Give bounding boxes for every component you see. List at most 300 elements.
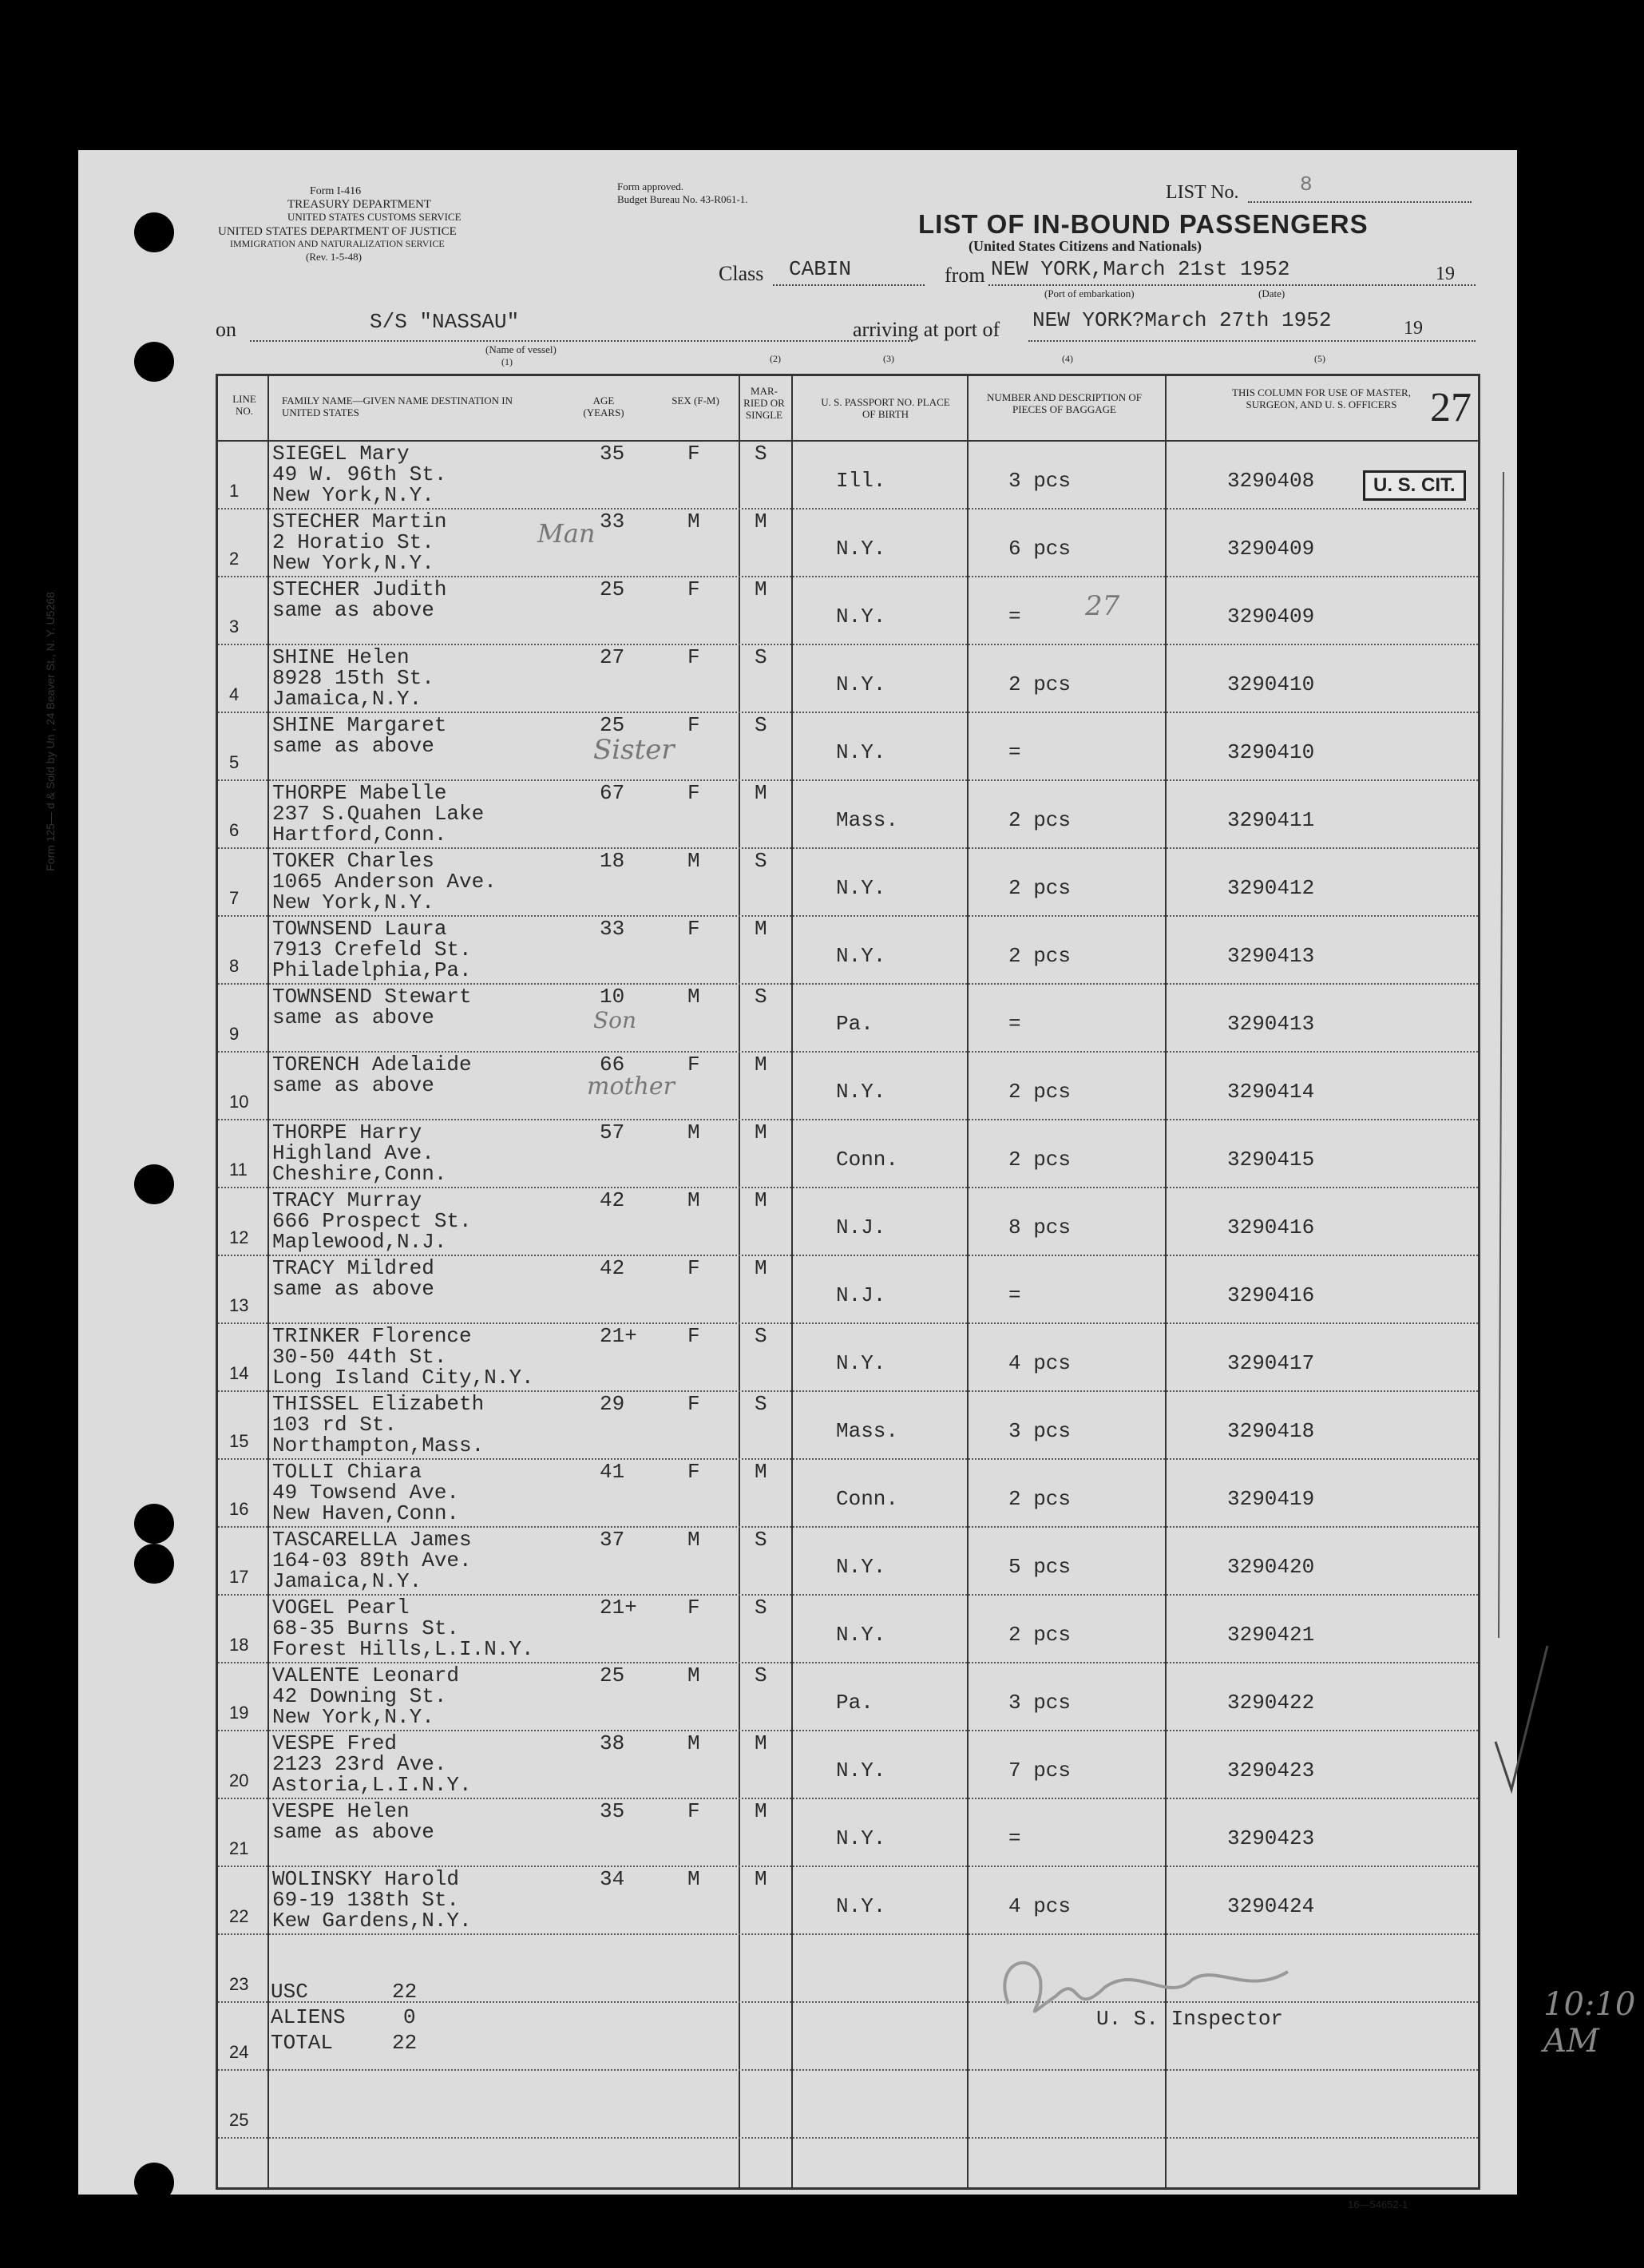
passport-no: 3290419 <box>1227 1487 1315 1511</box>
age: 57 <box>600 1120 625 1144</box>
passport-no: 3290408 <box>1227 469 1315 493</box>
vessel-name: S/S "NASSAU" <box>370 310 520 334</box>
passenger-name: STECHER Martin <box>272 510 447 533</box>
line-number: 11 <box>229 1160 248 1180</box>
marital-status: M <box>755 1731 767 1755</box>
class-label: Class <box>719 262 764 285</box>
baggage: = <box>1008 605 1021 628</box>
col-num-4: (4) <box>1062 353 1073 364</box>
line-number: 6 <box>229 820 240 840</box>
passenger-name: TRACY Mildred <box>272 1256 434 1280</box>
sex: F <box>687 713 700 737</box>
hdr-sex: SEX (F-M) <box>671 395 719 406</box>
place-of-birth: N.Y. <box>836 944 886 968</box>
place-of-birth: N.Y. <box>836 1351 886 1375</box>
place-of-birth: N.Y. <box>836 1894 886 1918</box>
baggage: = <box>1008 1826 1021 1850</box>
sex: F <box>687 442 700 466</box>
age: 42 <box>600 1188 625 1212</box>
sex: F <box>687 1324 700 1348</box>
table-row <box>218 2071 1478 2139</box>
passenger-name: VOGEL Pearl <box>272 1596 410 1620</box>
table-row <box>218 713 1478 781</box>
place-of-birth: N.Y. <box>836 605 886 628</box>
city-line: Philadelphia,Pa. <box>272 958 472 982</box>
city-line: Jamaica,N.Y. <box>272 687 422 711</box>
passenger-name: VESPE Helen <box>272 1799 410 1823</box>
age: 67 <box>600 781 625 805</box>
city-line: Hartford,Conn. <box>272 823 447 847</box>
marital-status: M <box>755 577 767 601</box>
vessel-line <box>250 340 913 342</box>
passport-no: 3290414 <box>1227 1080 1315 1104</box>
city-line: Cheshire,Conn. <box>272 1162 447 1186</box>
baggage: = <box>1008 1012 1021 1036</box>
arriving-label: arriving at port of <box>853 318 1000 341</box>
address-line: same as above <box>272 1005 434 1029</box>
sex: F <box>687 1256 700 1280</box>
sex: F <box>687 645 700 669</box>
marital-status: S <box>755 985 767 1009</box>
sex: M <box>687 1663 700 1687</box>
address-line: 666 Prospect St. <box>272 1209 472 1233</box>
arriving-value: NEW YORK?March 27th 1952 <box>1032 308 1332 332</box>
baggage: 8 pcs <box>1008 1215 1072 1239</box>
passenger-name: SHINE Margaret <box>272 713 447 737</box>
document-subtitle: (United States Citizens and Nationals) <box>969 238 1202 254</box>
hdr-line-no: LINE NO. <box>232 393 256 417</box>
passport-no: 3290417 <box>1227 1351 1315 1375</box>
age: 33 <box>600 917 625 941</box>
vessel-caption: (Name of vessel) <box>485 343 557 355</box>
line-number: 21 <box>229 1838 249 1858</box>
punch-hole <box>134 1504 174 1544</box>
baggage: 2 pcs <box>1008 1080 1072 1104</box>
inspector-label: U. S. Inspector <box>1096 2007 1284 2031</box>
line-number: 2 <box>229 549 240 569</box>
place-of-birth: N.Y. <box>836 1623 886 1647</box>
age: 38 <box>600 1731 625 1755</box>
place-of-birth: N.Y. <box>836 1080 886 1104</box>
annotation-mother: mother <box>587 1073 675 1100</box>
annotation-27: 27 <box>1085 590 1120 622</box>
age: 27 <box>600 645 625 669</box>
age: 29 <box>600 1392 625 1416</box>
passenger-name: WOLINSKY Harold <box>272 1867 460 1891</box>
table-row <box>218 1256 1478 1324</box>
total-count: 22 <box>392 2031 418 2055</box>
baggage: 6 pcs <box>1008 537 1072 561</box>
passport-no: 3290420 <box>1227 1555 1315 1579</box>
aliens-count: 0 <box>403 2005 416 2029</box>
city-line: Northampton,Mass. <box>272 1433 485 1457</box>
line-number: 25 <box>229 2110 249 2130</box>
sex: F <box>687 1392 700 1416</box>
line-number: 22 <box>229 1906 249 1926</box>
address-line: 2 Horatio St. <box>272 530 434 554</box>
footer-code: 16—54652-1 <box>1348 2199 1408 2211</box>
table-row <box>218 1528 1478 1596</box>
inspector-signature <box>984 1948 1320 2036</box>
marital-status: M <box>755 1460 767 1484</box>
marital-status: S <box>755 849 767 873</box>
address-line: 164-03 89th Ave. <box>272 1548 472 1572</box>
age: 35 <box>600 1799 625 1823</box>
col-num-5: (5) <box>1314 353 1325 364</box>
arriving-line <box>1028 340 1476 342</box>
line-number: 15 <box>229 1431 249 1451</box>
passenger-name: TORENCH Adelaide <box>272 1053 472 1077</box>
table-row <box>218 645 1478 713</box>
address-line: 49 Towsend Ave. <box>272 1481 460 1505</box>
table-row <box>218 917 1478 985</box>
city-line: Kew Gardens,N.Y. <box>272 1909 472 1933</box>
line-number: 18 <box>229 1635 249 1655</box>
inspector-time: 10:10 AM <box>1543 1986 1636 2060</box>
baggage: 7 pcs <box>1008 1758 1072 1782</box>
passenger-name: TRINKER Florence <box>272 1324 472 1348</box>
punch-hole <box>134 1164 174 1204</box>
table-row <box>218 442 1478 510</box>
marital-status: M <box>755 1867 767 1891</box>
age: 21+ <box>600 1596 637 1620</box>
marital-status: S <box>755 645 767 669</box>
passport-no: 3290410 <box>1227 672 1315 696</box>
passport-no: 3290409 <box>1227 537 1315 561</box>
address-line: 42 Downing St. <box>272 1684 447 1708</box>
passport-no: 3290411 <box>1227 808 1315 832</box>
line-number: 5 <box>229 752 240 772</box>
punch-hole <box>134 342 174 382</box>
baggage: 3 pcs <box>1008 1419 1072 1443</box>
age: 18 <box>600 849 625 873</box>
port-embark-caption: (Port of embarkation) <box>1044 287 1135 299</box>
line-number: 16 <box>229 1499 249 1519</box>
sex: F <box>687 577 700 601</box>
address-line: same as above <box>272 734 434 758</box>
from-line <box>988 284 1476 286</box>
col-num-3: (3) <box>883 353 894 364</box>
from-year: 19 <box>1436 264 1455 284</box>
baggage: 2 pcs <box>1008 808 1072 832</box>
table-row <box>218 781 1478 849</box>
city-line: New York,N.Y. <box>272 1705 434 1729</box>
sex: M <box>687 985 700 1009</box>
passport-no: 3290418 <box>1227 1419 1315 1443</box>
sex: F <box>687 1053 700 1077</box>
address-line: 49 W. 96th St. <box>272 462 447 486</box>
age: 25 <box>600 1663 625 1687</box>
line-number: 12 <box>229 1227 249 1247</box>
city-line: Jamaica,N.Y. <box>272 1569 422 1593</box>
marital-status: S <box>755 442 767 466</box>
passport-no: 3290423 <box>1227 1826 1315 1850</box>
usc-count: 22 <box>392 1980 418 2004</box>
place-of-birth: N.Y. <box>836 740 886 764</box>
marital-status: M <box>755 1053 767 1077</box>
passenger-name: TRACY Murray <box>272 1188 422 1212</box>
passport-no: 3290424 <box>1227 1894 1315 1918</box>
hdr-married: MAR-RIED OR SINGLE <box>743 385 785 421</box>
line-number: 14 <box>229 1363 249 1383</box>
date-caption: (Date) <box>1258 287 1285 299</box>
form-number: Form I-416 <box>310 185 362 197</box>
passenger-name: TOLLI Chiara <box>272 1460 422 1484</box>
budget-bureau: Budget Bureau No. 43-R061-1. <box>617 193 748 205</box>
passport-no: 3290416 <box>1227 1215 1315 1239</box>
sex: F <box>687 781 700 805</box>
passport-no: 3290423 <box>1227 1758 1315 1782</box>
city-line: New Haven,Conn. <box>272 1501 460 1525</box>
age: 25 <box>600 713 625 737</box>
table-row <box>218 1188 1478 1256</box>
table-row <box>218 510 1478 577</box>
sex: F <box>687 1596 700 1620</box>
age: 25 <box>600 577 625 601</box>
age: 21+ <box>600 1324 637 1348</box>
place-of-birth: N.J. <box>836 1283 886 1307</box>
table-row <box>218 985 1478 1053</box>
age: 35 <box>600 442 625 466</box>
address-line: 69-19 138th St. <box>272 1888 460 1912</box>
marital-status: M <box>755 1188 767 1212</box>
sex: F <box>687 917 700 941</box>
city-line: New York,N.Y. <box>272 483 434 507</box>
passport-no: 3290412 <box>1227 876 1315 900</box>
sex: M <box>687 1731 700 1755</box>
line-number: 3 <box>229 617 240 636</box>
table-row <box>218 1324 1478 1392</box>
line-number: 9 <box>229 1024 240 1044</box>
table-row <box>218 1663 1478 1731</box>
city-line: Maplewood,N.J. <box>272 1230 447 1254</box>
hdr-family-name: FAMILY NAME—GIVEN NAME DESTINATION IN UNITED STATES <box>282 395 513 418</box>
marital-status: M <box>755 1799 767 1823</box>
place-of-birth: Ill. <box>836 469 886 493</box>
document-sheet <box>43 150 1636 2211</box>
place-of-birth: Conn. <box>836 1148 899 1172</box>
baggage: 2 pcs <box>1008 1623 1072 1647</box>
revision: (Rev. 1-5-48) <box>306 251 362 263</box>
passenger-name: TOWNSEND Laura <box>272 917 447 941</box>
baggage: 4 pcs <box>1008 1894 1072 1918</box>
passenger-table <box>216 374 1636 2190</box>
table-row <box>218 849 1478 917</box>
from-value: NEW YORK,March 21st 1952 <box>991 257 1290 281</box>
address-line: same as above <box>272 1073 434 1097</box>
on-label: on <box>216 318 236 341</box>
margin-line <box>1495 472 1511 1638</box>
city-line: Long Island City,N.Y. <box>272 1366 534 1390</box>
page-number: 27 <box>1430 385 1472 430</box>
marital-status: S <box>755 1596 767 1620</box>
passport-no: 3290409 <box>1227 605 1315 628</box>
passenger-name: TASCARELLA James <box>272 1528 472 1552</box>
table-row <box>218 1799 1478 1867</box>
marital-status: S <box>755 1528 767 1552</box>
justice-dept: UNITED STATES DEPARTMENT OF JUSTICE <box>218 225 457 238</box>
arriving-year: 19 <box>1404 318 1423 339</box>
table-row <box>218 577 1478 645</box>
line-number: 19 <box>229 1703 249 1723</box>
line-number: 7 <box>229 888 240 908</box>
marital-status: M <box>755 510 767 533</box>
check-mark <box>1488 1638 1551 1798</box>
list-no-value: 8 <box>1300 172 1313 196</box>
punch-hole <box>134 1544 174 1584</box>
hdr-passport: U. S. PASSPORT NO. PLACE OF BIRTH <box>821 396 950 420</box>
passport-no: 3290410 <box>1227 740 1315 764</box>
sex: M <box>687 849 700 873</box>
address-line: 8928 15th St. <box>272 666 434 690</box>
table-header <box>218 376 1478 442</box>
city-line: Astoria,L.I.N.Y. <box>272 1773 472 1797</box>
place-of-birth: N.Y. <box>836 876 886 900</box>
city-line: New York,N.Y. <box>272 551 434 575</box>
marital-status: M <box>755 1120 767 1144</box>
place-of-birth: Pa. <box>836 1012 873 1036</box>
punch-hole <box>134 2163 174 2203</box>
list-no-line <box>1248 201 1472 203</box>
age: 41 <box>600 1460 625 1484</box>
passport-no: 3290422 <box>1227 1691 1315 1715</box>
table-row <box>218 1053 1478 1120</box>
marital-status: M <box>755 917 767 941</box>
passenger-name: THISSEL Elizabeth <box>272 1392 485 1416</box>
sex: F <box>687 1799 700 1823</box>
hdr-age: AGE (YEARS) <box>583 395 624 418</box>
line-number: 17 <box>229 1567 249 1587</box>
passenger-name: VESPE Fred <box>272 1731 398 1755</box>
city-line: New York,N.Y. <box>272 890 434 914</box>
passport-no: 3290416 <box>1227 1283 1315 1307</box>
customs-service: UNITED STATES CUSTOMS SERVICE <box>287 211 462 223</box>
address-line: same as above <box>272 1277 434 1301</box>
place-of-birth: Conn. <box>836 1487 899 1511</box>
annotation-sister: Sister <box>593 734 675 766</box>
age: 42 <box>600 1256 625 1280</box>
baggage: 2 pcs <box>1008 1148 1072 1172</box>
age: 33 <box>600 510 625 533</box>
passenger-name: VALENTE Leonard <box>272 1663 460 1687</box>
treasury-dept: TREASURY DEPARTMENT <box>287 198 432 211</box>
passport-no: 3290421 <box>1227 1623 1315 1647</box>
passenger-name: THORPE Harry <box>272 1120 422 1144</box>
sex: F <box>687 1460 700 1484</box>
city-line: Forest Hills,L.I.N.Y. <box>272 1637 534 1661</box>
passport-no: 3290415 <box>1227 1148 1315 1172</box>
passenger-name: SHINE Helen <box>272 645 410 669</box>
marital-status: S <box>755 713 767 737</box>
address-line: 237 S.Quahen Lake <box>272 802 485 826</box>
address-line: 30-50 44th St. <box>272 1345 447 1369</box>
place-of-birth: N.Y. <box>836 672 886 696</box>
age: 10 <box>600 985 625 1009</box>
table-row <box>218 1392 1478 1460</box>
list-no-label: LIST No. <box>1166 182 1239 203</box>
document-title: LIST OF IN-BOUND PASSENGERS <box>918 209 1369 239</box>
baggage: 5 pcs <box>1008 1555 1072 1579</box>
form-approved: Form approved. <box>617 180 684 192</box>
row-divider <box>218 2137 1478 2139</box>
sex: M <box>687 1188 700 1212</box>
baggage: 4 pcs <box>1008 1351 1072 1375</box>
place-of-birth: N.J. <box>836 1215 886 1239</box>
place-of-birth: N.Y. <box>836 1555 886 1579</box>
marital-status: M <box>755 1256 767 1280</box>
address-line: 7913 Crefeld St. <box>272 938 472 962</box>
line-number: 1 <box>229 481 240 501</box>
passenger-name: TOKER Charles <box>272 849 434 873</box>
place-of-birth: Pa. <box>836 1691 873 1715</box>
hdr-officers: THIS COLUMN FOR USE OF MASTER, SURGEON, AND U. S. OFFICERS <box>1232 387 1411 410</box>
place-of-birth: N.Y. <box>836 1758 886 1782</box>
baggage: 3 pcs <box>1008 1691 1072 1715</box>
passenger-name: STECHER Judith <box>272 577 447 601</box>
sex: M <box>687 1867 700 1891</box>
age: 34 <box>600 1867 625 1891</box>
marital-status: M <box>755 781 767 805</box>
line-number: 8 <box>229 956 240 976</box>
hdr-baggage: NUMBER AND DESCRIPTION OF PIECES OF BAGGAGE <box>987 391 1142 415</box>
place-of-birth: Mass. <box>836 1419 899 1443</box>
place-of-birth: Mass. <box>836 808 899 832</box>
baggage: = <box>1008 740 1021 764</box>
marital-status: S <box>755 1324 767 1348</box>
address-line: 1065 Anderson Ave. <box>272 870 497 894</box>
table-row <box>218 1460 1478 1528</box>
ins-service: IMMIGRATION AND NATURALIZATION SERVICE <box>230 238 445 249</box>
passenger-name: SIEGEL Mary <box>272 442 410 466</box>
annotation-son: Son <box>593 1007 637 1033</box>
marital-status: S <box>755 1392 767 1416</box>
col-num-1: (1) <box>501 356 513 367</box>
sex: M <box>687 510 700 533</box>
us-citizen-stamp: U. S. CIT. <box>1363 470 1466 501</box>
usc-label: USC <box>271 1980 308 2004</box>
address-line: same as above <box>272 1820 434 1844</box>
side-imprint: Form 125— d & Sold by Un , 24 Beaver St., N. Y. U5268 <box>43 592 57 871</box>
annotation-man: Man <box>537 518 596 549</box>
sex: M <box>687 1528 700 1552</box>
address-line: 2123 23rd Ave. <box>272 1752 447 1776</box>
class-value: CABIN <box>789 257 852 281</box>
baggage: 2 pcs <box>1008 1487 1072 1511</box>
table-row <box>218 1867 1478 1935</box>
table-row <box>218 1120 1478 1188</box>
baggage: 3 pcs <box>1008 469 1072 493</box>
passenger-name: TOWNSEND Stewart <box>272 985 472 1009</box>
from-label: from <box>945 264 985 287</box>
place-of-birth: N.Y. <box>836 537 886 561</box>
class-line <box>773 284 925 286</box>
line-number: 4 <box>229 684 240 704</box>
total-label: TOTAL <box>271 2031 334 2055</box>
baggage: 2 pcs <box>1008 944 1072 968</box>
col-num-2: (2) <box>770 353 781 364</box>
sex: M <box>687 1120 700 1144</box>
line-number: 20 <box>229 1770 249 1790</box>
baggage: = <box>1008 1283 1021 1307</box>
place-of-birth: N.Y. <box>836 1826 886 1850</box>
table-row <box>218 1596 1478 1663</box>
passport-no: 3290413 <box>1227 1012 1315 1036</box>
age: 37 <box>600 1528 625 1552</box>
line-number: 10 <box>229 1092 249 1112</box>
address-line: Highland Ave. <box>272 1141 434 1165</box>
aliens-label: ALIENS <box>271 2005 346 2029</box>
line-number: 13 <box>229 1295 249 1315</box>
